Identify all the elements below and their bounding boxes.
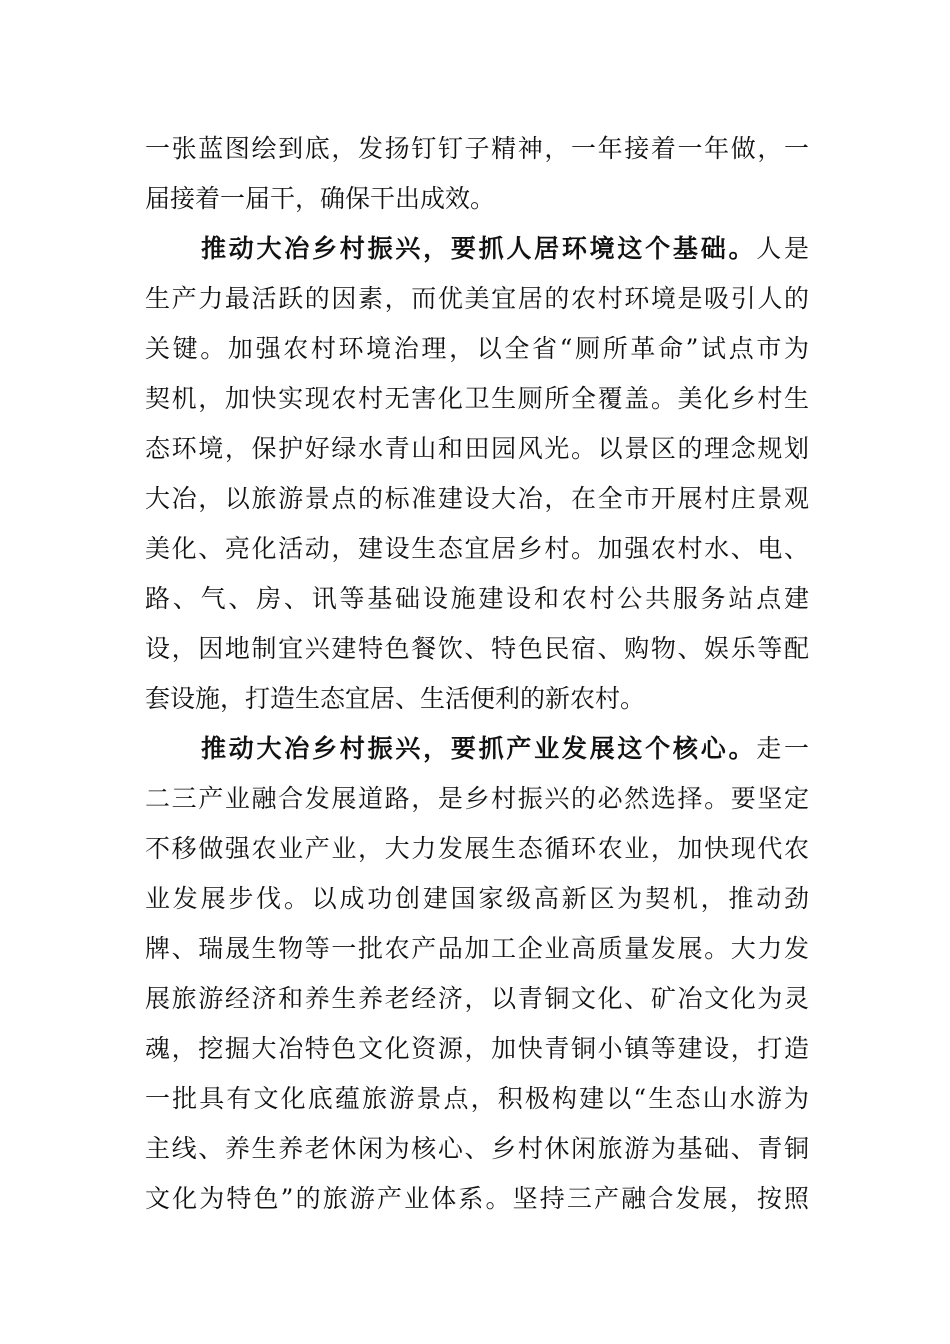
text-line: 文化为特色”的旅游产业体系。坚持三产融合发展，按照 bbox=[145, 1184, 809, 1213]
paragraph-heading: 推动大冶乡村振兴，要抓产业发展这个核心。 bbox=[201, 734, 757, 763]
text-line: 届接着一届干，确保干出成效。 bbox=[145, 184, 496, 213]
text-line: 魂，挖掘大冶特色文化资源，加快青铜小镇等建设，打造 bbox=[145, 1034, 809, 1063]
text-line: 路、气、房、讯等基础设施建设和农村公共服务站点建 bbox=[145, 584, 809, 613]
paragraph-3 bbox=[145, 724, 809, 1224]
text-line: 契机，加快实现农村无害化卫生厕所全覆盖。美化乡村生 bbox=[145, 384, 809, 413]
text-line: 设，因地制宜兴建特色餐饮、特色民宿、购物、娱乐等配 bbox=[145, 634, 809, 663]
paragraph-lead-line bbox=[145, 724, 809, 774]
paragraph-lead-text: 走一 bbox=[756, 734, 809, 763]
paragraph-heading: 推动大冶乡村振兴，要抓人居环境这个基础。 bbox=[201, 234, 757, 263]
text-line: 关键。加强农村环境治理，以全省“厕所革命”试点市为 bbox=[145, 334, 809, 363]
paragraph-2 bbox=[145, 224, 809, 724]
paragraph-lead-line bbox=[145, 224, 809, 274]
paragraph-lead-text: 人是 bbox=[756, 234, 809, 263]
text-line: 美化、亮化活动，建设生态宜居乡村。加强农村水、电、 bbox=[145, 534, 809, 563]
text-line: 一批具有文化底蕴旅游景点，积极构建以“生态山水游为 bbox=[145, 1084, 809, 1113]
paragraph-1 bbox=[145, 124, 809, 224]
text-line: 一张蓝图绘到底，发扬钉钉子精神，一年接着一年做，一 bbox=[145, 134, 809, 163]
text-line: 态环境，保护好绿水青山和田园风光。以景区的理念规划 bbox=[145, 434, 809, 463]
text-line: 不移做强农业产业，大力发展生态循环农业，加快现代农 bbox=[145, 834, 809, 863]
text-line: 主线、养生养老休闲为核心、乡村休闲旅游为基础、青铜 bbox=[145, 1134, 809, 1163]
text-line: 展旅游经济和养生养老经济，以青铜文化、矿冶文化为灵 bbox=[145, 984, 809, 1013]
text-line: 生产力最活跃的因素，而优美宜居的农村环境是吸引人的 bbox=[145, 284, 809, 313]
text-line: 套设施，打造生态宜居、生活便利的新农村。 bbox=[145, 684, 646, 713]
text-line: 二三产业融合发展道路，是乡村振兴的必然选择。要坚定 bbox=[145, 784, 809, 813]
text-line: 牌、瑞晟生物等一批农产品加工企业高质量发展。大力发 bbox=[145, 934, 809, 963]
text-line: 大冶，以旅游景点的标准建设大冶，在全市开展村庄景观 bbox=[145, 484, 809, 513]
document-body bbox=[145, 124, 809, 1224]
text-line: 业发展步伐。以成功创建国家级高新区为契机，推动劲 bbox=[145, 884, 809, 913]
